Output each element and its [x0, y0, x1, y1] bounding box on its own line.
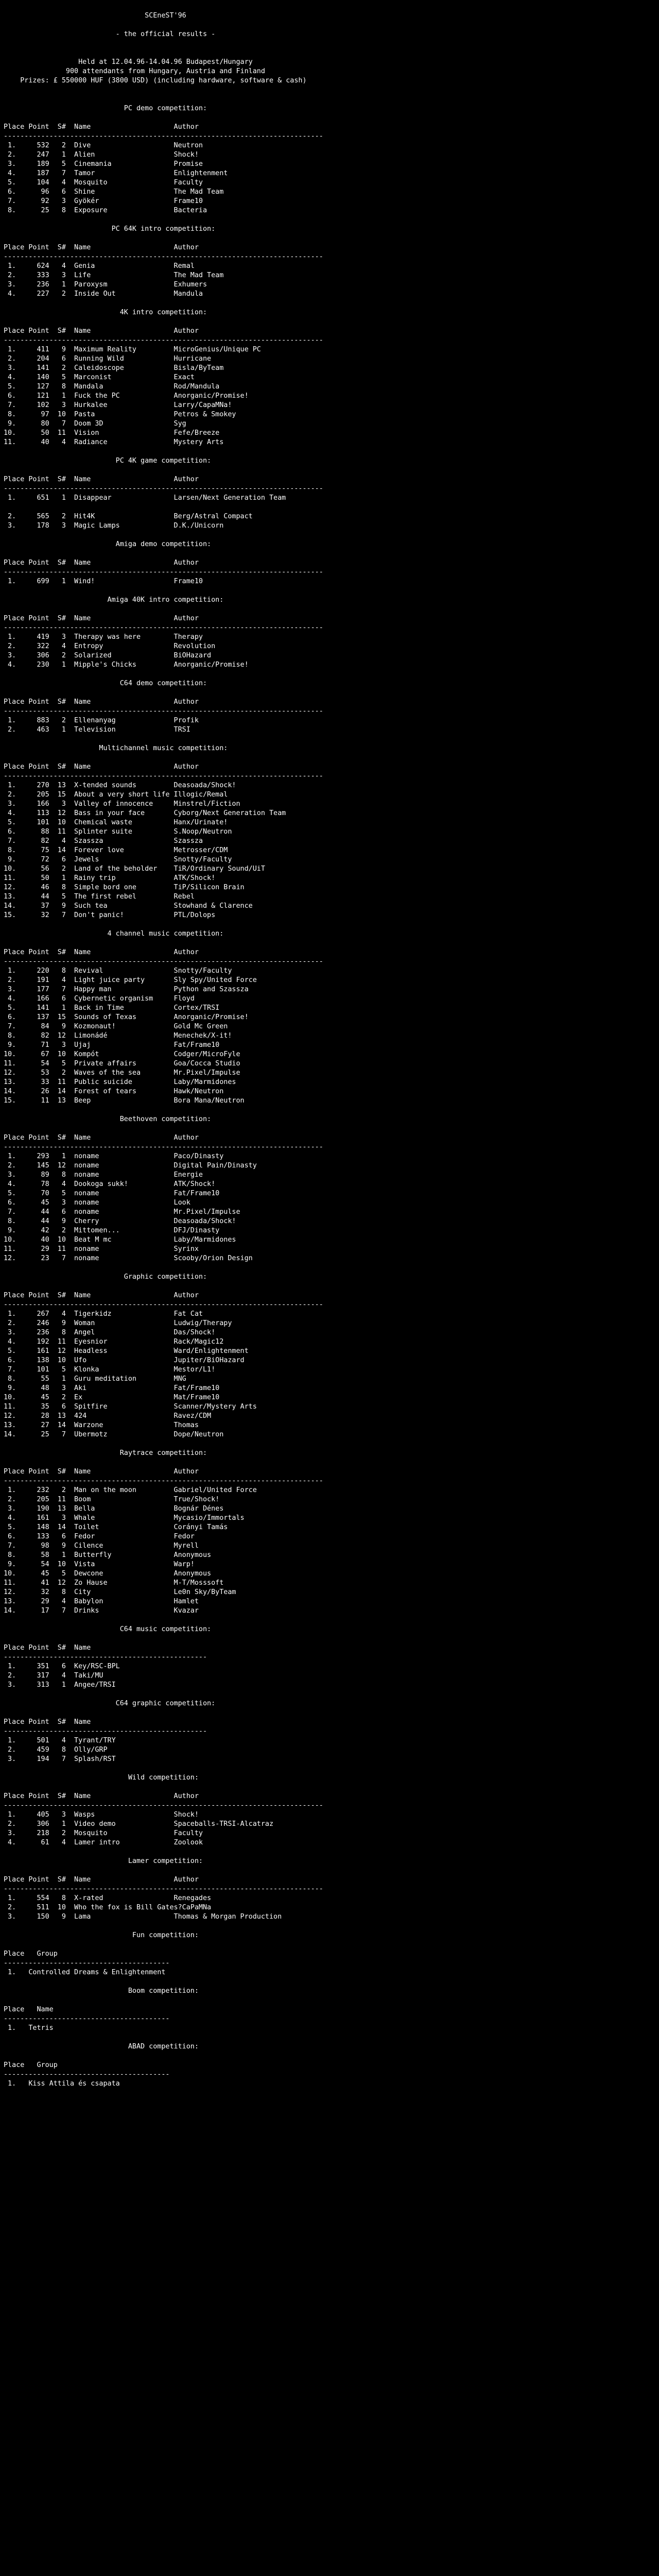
table-row: 2. 204 6 Running Wild Hurricane — [4, 355, 212, 363]
table-row: 4. 113 12 Bass in your face Cyborg/Next Generation Team — [4, 809, 286, 817]
table-row: 9. 80 7 Doom 3D Syg — [4, 420, 186, 428]
table-row: 4. 61 4 Lamer intro Zoolook — [4, 1839, 203, 1846]
divider: ---------------------------------------- — [4, 2071, 170, 2078]
table-row: 8. 97 10 Pasta Petros & Smokey — [4, 411, 236, 418]
table-header: Place Point S# Name Author — [4, 763, 199, 771]
divider: ----------------------------------------------------------------------------- — [4, 1143, 323, 1151]
table-row: 1. 220 8 Revival Snotty/Faculty — [4, 967, 232, 975]
table-row: 10. 40 10 Beat M mc Laby/Marmidones — [4, 1236, 236, 1244]
table-row: 4. 187 7 Tamor Enlightenment — [4, 170, 228, 177]
doc-title: SCEneST'96 — [4, 12, 186, 20]
table-row: 6. 138 10 Ufo Jupiter/BiOHazard — [4, 1357, 245, 1364]
table-row: 2. 511 10 Who the fox is Bill Gates?CaPaMNa — [4, 1904, 212, 1911]
table-header: Place Point S# Name Author — [4, 244, 199, 251]
table-header: Place Group — [4, 2061, 58, 2069]
table-row: 8. 75 14 Forever love Metrosser/CDM — [4, 846, 228, 854]
table-row: 2. 333 3 Life The Mad Team — [4, 272, 224, 279]
table-row: 3. 177 7 Happy man Python and Szassza — [4, 986, 249, 993]
table-row: 1. 532 2 Dive Neutron — [4, 142, 203, 149]
table-row: 1. 351 6 Key/RSC-BPL — [4, 1663, 174, 1670]
table-row: 1. 624 4 Genia Remal — [4, 262, 195, 270]
competition-title: PC 4K game competition: — [4, 457, 212, 465]
divider: ----------------------------------------------------------------------------- — [4, 1802, 323, 1809]
table-row: 6. 133 6 Fedor Fedor — [4, 1533, 195, 1540]
boom-competition-title: Boom competition: — [4, 1987, 199, 1995]
event-info-line: Prizes: £ 550000 HUF (3800 USD) (including hardware, software & cash) — [4, 77, 307, 84]
divider: ----------------------------------------------------------------------------- — [4, 1301, 323, 1309]
table-row: 10. 45 2 Ex Mat/Frame10 — [4, 1394, 220, 1401]
table-row: 12. 46 8 Simple bord one TiP/Silicon Brain — [4, 884, 245, 891]
table-row: 13. 29 4 Babylon Hamlet — [4, 1598, 199, 1605]
table-row: 15. 11 13 Beep Bora Mana/Neutron — [4, 1097, 245, 1105]
table-header: Place Point S# Name Author — [4, 327, 199, 335]
table-header: Place Point S# Name Author — [4, 123, 199, 131]
divider: ----------------------------------------------------------------------------- — [4, 624, 323, 632]
competition-title: Wild competition: — [4, 1774, 199, 1782]
table-row: 6. 96 6 Shine The Mad Team — [4, 188, 224, 196]
table-row: 3. 150 9 Lama Thomas & Morgan Production — [4, 1913, 282, 1921]
table-row: 3. 236 1 Paroxysm Exhumers — [4, 281, 207, 289]
table-row: 4. 192 11 Eyesnior Rack/Magic12 — [4, 1338, 224, 1346]
table-row: 9. 71 3 Ujaj Fat/Frame10 — [4, 1041, 220, 1049]
table-row: 11. 40 4 Radiance Mystery Arts — [4, 438, 224, 446]
table-row: 2. 317 4 Taki/MU — [4, 1672, 174, 1680]
table-row: 4. 161 3 Whale Mycasio/Immortals — [4, 1514, 245, 1522]
table-row: 1. Kiss Attila és csapata — [4, 2080, 120, 2088]
table-row: 3. 313 1 Angee/TRSI — [4, 1681, 174, 1689]
table-header: Place Group — [4, 1950, 58, 1958]
competition-title: C64 graphic competition: — [4, 1700, 216, 1707]
competition-title: Graphic competition: — [4, 1273, 207, 1281]
table-row: 3. 178 3 Magic Lamps D.K./Unicorn — [4, 522, 224, 530]
table-row: 7. 84 9 Kozmonaut! Gold Mc Green — [4, 1023, 228, 1030]
table-row: 3. 218 2 Mosquito Faculty — [4, 1829, 203, 1837]
table-row: 13. 44 5 The first rebel Rebel — [4, 893, 195, 901]
table-header: Place Point S# Name Author — [4, 1876, 199, 1884]
table-row: 1. 411 9 Maximum Reality MicroGenius/Unique PC — [4, 346, 261, 353]
table-row: 11. 29 11 noname Syrinx — [4, 1245, 199, 1253]
table-row: 7. 82 4 Szassza Szassza — [4, 837, 203, 845]
table-row: 3. 166 3 Valley of innocence Minstrel/Fiction — [4, 800, 240, 808]
table-row: 5. 70 5 noname Fat/Frame10 — [4, 1190, 220, 1197]
table-row: 5. 161 12 Headless Ward/Enlightenment — [4, 1347, 249, 1355]
table-row: 1. 554 8 X-rated Renegades — [4, 1894, 212, 1902]
table-row: 5. 104 4 Mosquito Faculty — [4, 179, 203, 187]
competition-title: Multichannel music competition: — [4, 744, 228, 752]
table-row: 2. 322 4 Entropy Revolution — [4, 642, 216, 650]
divider: ----------------------------------------------------------------------------- — [4, 958, 323, 965]
table-row: 7. 92 3 Gyökér Frame10 — [4, 197, 203, 205]
table-row: 11. 54 5 Private affairs Goa/Cocca Studio — [4, 1060, 240, 1067]
table-row: 2. 145 12 noname Digital Pain/Dinasty — [4, 1162, 257, 1170]
table-row: 2. 565 2 Hit4K Berg/Astral Compact — [4, 513, 253, 520]
table-row: 13. 27 14 Warzone Thomas — [4, 1421, 199, 1429]
table-header: Place Point S# Name Author — [4, 615, 199, 622]
table-row: 11. 35 6 Spitfire Scanner/Mystery Arts — [4, 1403, 257, 1411]
divider: ------------------------------------------------- — [4, 1727, 207, 1735]
table-row: 2. 191 4 Light juice party Sly Spy/United Force — [4, 976, 257, 984]
table-row: 2. 205 11 Boom True/Shock! — [4, 1496, 220, 1503]
table-row: 15. 32 7 Don't panic! PTL/Dolops — [4, 911, 216, 919]
competition-title: Amiga demo competition: — [4, 540, 212, 548]
competition-title: 4K intro competition: — [4, 309, 207, 316]
table-row: 6. 137 15 Sounds of Texas Anorganic/Promise! — [4, 1013, 249, 1021]
divider: ----------------------------------------------------------------------------- — [4, 707, 323, 715]
table-row: 13. 33 11 Public suicide Laby/Marmidones — [4, 1078, 236, 1086]
competition-title: Lamer competition: — [4, 1857, 203, 1865]
fun-competition-title: Fun competition: — [4, 1931, 199, 1939]
table-row: 2. 246 9 Woman Ludwig/Therapy — [4, 1319, 232, 1327]
table-row: 12. 32 8 City Le0n Sky/ByTeam — [4, 1588, 236, 1596]
table-row: 2. 463 1 Television TRSI — [4, 726, 190, 734]
table-row: 12. 28 13 424 Ravez/CDM — [4, 1412, 212, 1420]
table-row: 1. 699 1 Wind! Frame10 — [4, 578, 203, 585]
divider: ---------------------------------------- — [4, 1959, 170, 1967]
table-row: 9. 48 3 Aki Fat/Frame10 — [4, 1384, 220, 1392]
divider: ---------------------------------------- — [4, 2015, 170, 2023]
table-row: 8. 82 12 Limonádé Menechek/X-it! — [4, 1032, 232, 1040]
table-row: 1. 405 3 Wasps Shock! — [4, 1811, 199, 1819]
table-row: 3. 306 2 Solarized BiOHazard — [4, 652, 212, 659]
table-row: 6. 45 3 noname Look — [4, 1199, 190, 1207]
table-row: 1. 883 2 Ellenanyag Profik — [4, 717, 199, 724]
table-row: 4. 227 2 Inside Out Mandula — [4, 290, 203, 298]
competition-title: PC demo competition: — [4, 105, 207, 112]
table-row: 4. 166 6 Cybernetic organism Floyd — [4, 995, 195, 1003]
table-row: 3. 236 8 Angel Das/Shock! — [4, 1329, 216, 1336]
table-row: 1. Controlled Dreams & Enlightenment — [4, 1969, 166, 1976]
divider: ----------------------------------------------------------------------------- — [4, 336, 323, 344]
table-row: 4. 230 1 Mipple's Chicks Anorganic/Promise! — [4, 661, 249, 669]
table-row: 14. 17 7 Drinks Kvazar — [4, 1607, 199, 1615]
table-header: Place Point S# Name Author — [4, 698, 199, 706]
table-row: 11. 41 12 Zo Hause M-T/Mosssoft — [4, 1579, 224, 1587]
divider: ----------------------------------------------------------------------------- — [4, 568, 323, 576]
competition-title: Beethoven competition: — [4, 1115, 212, 1123]
divider: ------------------------------------------------- — [4, 1653, 207, 1661]
table-row: 1. 267 4 Tigerkidz Fat Cat — [4, 1310, 203, 1318]
table-header: Place Point S# Name Author — [4, 1792, 199, 1800]
table-row: 14. 26 14 Forest of tears Hawk/Neutron — [4, 1088, 224, 1095]
table-header: Place Point S# Name Author — [4, 1468, 199, 1476]
table-row: 14. 25 7 Ubermotz Dope/Neutron — [4, 1431, 224, 1438]
table-header: Place Point S# Name Author — [4, 559, 199, 567]
competition-title: Amiga 40K intro competition: — [4, 596, 224, 604]
table-row: 6. 121 1 Fuck the PC Anorganic/Promise! — [4, 392, 249, 400]
table-row: 1. 501 4 Tyrant/TRY — [4, 1737, 174, 1744]
table-row: 4. 78 4 Dookoga sukk! ATK/Shock! — [4, 1180, 216, 1188]
table-row: 5. 141 1 Back in Time Cortex/TRSI — [4, 1004, 220, 1012]
table-row: 1. Tetris — [4, 2024, 54, 2032]
table-row: 5. 127 8 Mandala Rod/Mandula — [4, 383, 220, 391]
table-header: Place Point S# Name — [4, 1644, 174, 1652]
table-row: 5. 148 14 Toilet Corányi Tamás — [4, 1523, 228, 1531]
table-row: 3. 190 13 Bella Bognár Dénes — [4, 1505, 224, 1513]
table-row: 1. 232 2 Man on the moon Gabriel/United Force — [4, 1486, 257, 1494]
table-header: Place Point S# Name — [4, 1718, 174, 1726]
table-row: 10. 45 5 Dewcone Anonymous — [4, 1570, 212, 1578]
table-row: 8. 55 1 Guru meditation MNG — [4, 1375, 186, 1383]
table-row: 14. 37 9 Such tea Stowhand & Clarence — [4, 902, 253, 910]
event-info-line: Held at 12.04.96-14.04.96 Budapest/Hungary — [4, 58, 253, 66]
divider: ----------------------------------------------------------------------------- — [4, 132, 323, 140]
table-row: 12. 23 7 noname Scooby/Orion Design — [4, 1255, 253, 1262]
competition-title: C64 music competition: — [4, 1625, 212, 1633]
divider: ----------------------------------------------------------------------------- — [4, 253, 323, 261]
table-row: 2. 247 1 Alien Shock! — [4, 151, 199, 159]
table-header: Place Point S# Name Author — [4, 476, 199, 483]
table-row: 2. 205 15 About a very short life Illogic/Remal — [4, 791, 228, 799]
table-row: 9. 72 6 Jewels Snotty/Faculty — [4, 856, 232, 863]
table-header: Place Point S# Name Author — [4, 1134, 199, 1142]
competition-title: C64 demo competition: — [4, 680, 207, 687]
table-header: Place Point S# Name Author — [4, 948, 199, 956]
table-row: 4. 140 5 Marconist Exact — [4, 374, 195, 381]
table-row: 12. 53 2 Waves of the sea Mr.Pixel/Impulse — [4, 1069, 240, 1077]
table-row: 7. 101 5 Klonka Mestor/L1! — [4, 1366, 216, 1374]
table-header: Place Point S# Name Author — [4, 1292, 199, 1299]
table-row: 8. 25 8 Exposure Bacteria — [4, 207, 207, 214]
table-row: 5. 101 10 Chemical waste Hanx/Urinate! — [4, 819, 228, 826]
competition-title: 4 channel music competition: — [4, 930, 224, 938]
divider: ----------------------------------------------------------------------------- — [4, 1477, 323, 1485]
table-row: 10. 50 11 Vision Fefe/Breeze — [4, 429, 220, 437]
table-row: 6. 88 11 Splinter suite S.Noop/Neutron — [4, 828, 232, 836]
table-row: 3. 141 2 Caleidoscope Bisla/ByTeam — [4, 364, 224, 372]
table-row: 8. 44 9 Cherry Deasoada/Shock! — [4, 1217, 236, 1225]
table-row: 10. 56 2 Land of the beholder TiR/Ordinary Sound/UiT — [4, 865, 265, 873]
table-row: 7. 98 9 Cilence Myrell — [4, 1542, 199, 1550]
table-row: 3. 194 7 Splash/RST — [4, 1755, 174, 1763]
table-row: 7. 102 3 Hurkalee Larry/CapaMNa! — [4, 401, 232, 409]
divider: ----------------------------------------------------------------------------- — [4, 772, 323, 780]
table-row: 8. 58 1 Butterfly Anonymous — [4, 1551, 212, 1559]
table-row: 7. 44 6 noname Mr.Pixel/Impulse — [4, 1208, 240, 1216]
divider: ----------------------------------------------------------------------------- — [4, 485, 323, 493]
table-row: 9. 54 10 Vista Warp! — [4, 1561, 195, 1568]
table-row: 3. 189 5 Cinemania Promise — [4, 160, 203, 168]
table-row: 3. 89 8 noname Energie — [4, 1171, 203, 1179]
table-row: 10. 67 10 Kompót Codger/MicroFyle — [4, 1050, 240, 1058]
table-row: 2. 459 8 Olly/GRP — [4, 1746, 174, 1754]
table-row: 9. 42 2 Mittomen... DFJ/Dinasty — [4, 1227, 220, 1234]
table-row: 1. 293 1 noname Paco/Dinasty — [4, 1153, 224, 1160]
event-info-line: 900 attendants from Hungary, Austria and Finland — [4, 67, 265, 75]
doc-subtitle: - the official results - — [4, 30, 216, 38]
table-row: 11. 50 1 Rainy trip ATK/Shock! — [4, 874, 216, 882]
table-row: 2. 306 1 Video demo Spaceballs-TRSI-Alcatraz — [4, 1820, 274, 1828]
competition-title: Raytrace competition: — [4, 1449, 207, 1457]
table-row: 1. 419 3 Therapy was here Therapy — [4, 633, 203, 641]
table-header: Place Name — [4, 2006, 54, 2013]
abad-competition-title: ABAD competition: — [4, 2043, 199, 2050]
table-row: 1. 270 13 X-tended sounds Deasoada/Shock! — [4, 782, 236, 789]
competition-title: PC 64K intro competition: — [4, 225, 216, 233]
table-row: 1. 651 1 Disappear Larsen/Next Generation Team — [4, 494, 286, 502]
divider: ----------------------------------------------------------------------------- — [4, 1885, 323, 1893]
